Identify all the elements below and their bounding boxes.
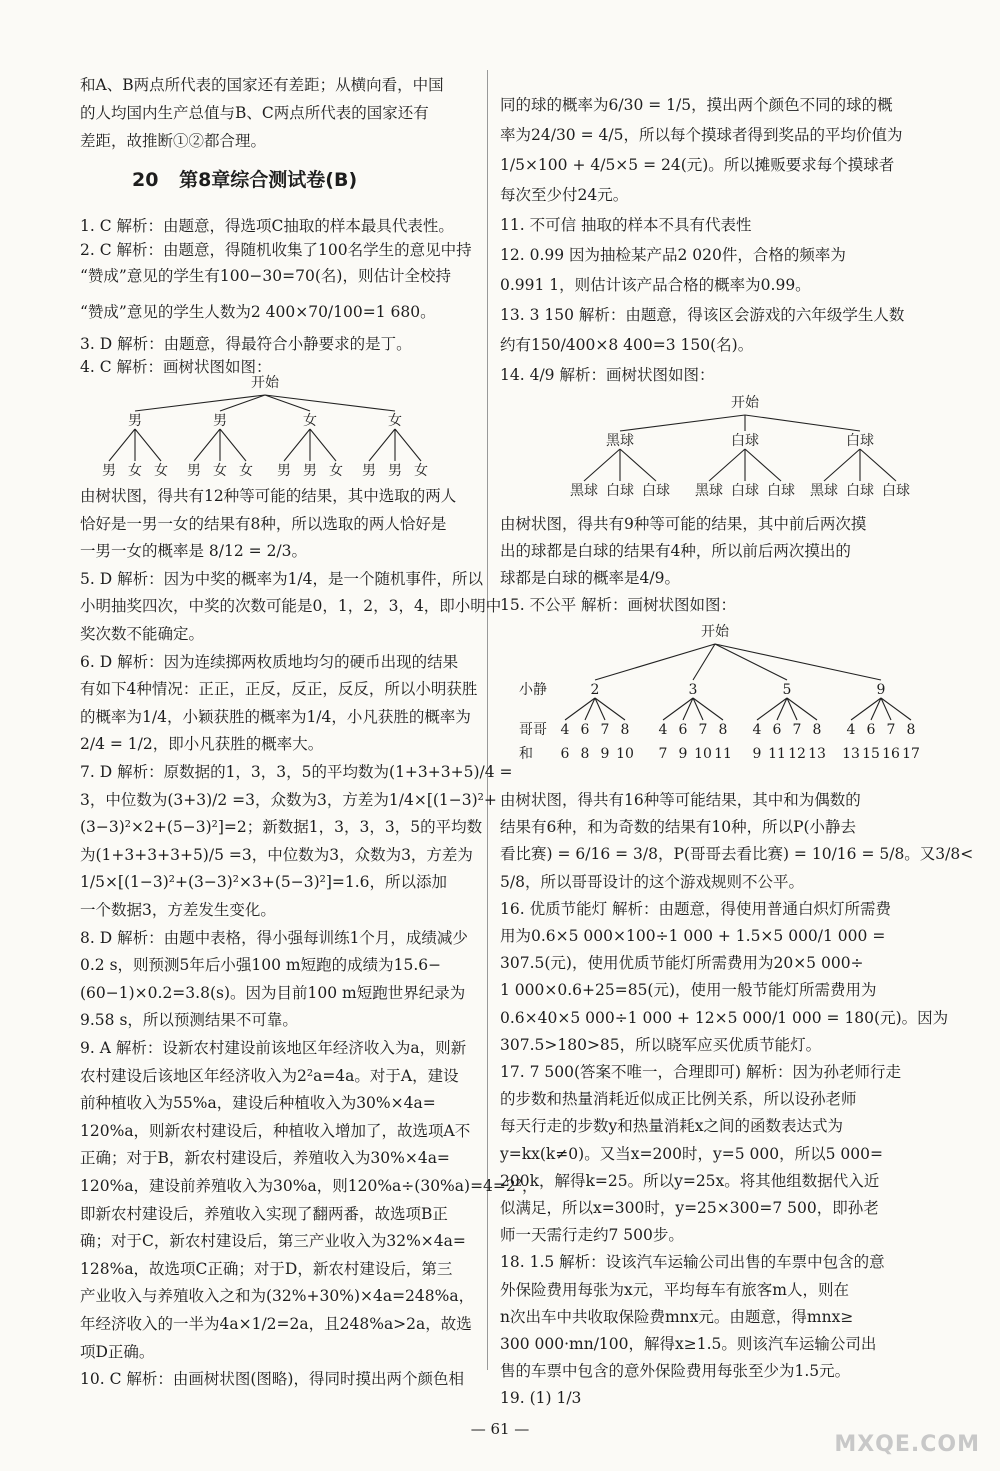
tree-sum: 10 xyxy=(694,746,712,762)
tree-node: 白球 xyxy=(846,433,874,449)
answer-line: 的概率为1/4，小颖获胜的概率为1/4，小凡获胜的概率为 xyxy=(80,707,471,726)
tree-leaf: 4 xyxy=(752,722,762,738)
answer-line: 由树状图，得共有9种等可能的结果，其中前后两次摸 xyxy=(500,515,867,533)
tree-leaf: 4 xyxy=(560,722,570,738)
tree-leaf: 8 xyxy=(620,722,630,738)
tree-leaf: 白球 xyxy=(882,483,910,499)
answer-line: 128%a，故选项C正确；对于D，新农村建设后，第三 xyxy=(80,1259,453,1278)
column-divider xyxy=(487,70,488,1370)
answer-line: 7. D 解析：原数据的1，3，3，5的平均数为(1+3+3+5)/4 = xyxy=(80,763,513,781)
tree-branch xyxy=(284,429,310,461)
tree-branch xyxy=(369,429,395,461)
tree-branch xyxy=(109,429,135,461)
answer-line: 同的球的概率为6/30 = 1/5，摸出两个颜色不同的球的概 xyxy=(500,96,893,114)
tree-branch xyxy=(395,429,421,461)
tree-leaf: 男 xyxy=(277,463,291,479)
answer-line: 2/4 = 1/2，即小凡获胜的概率大。 xyxy=(80,735,324,754)
answer-line: 14. 4/9 解析：画树状图如图： xyxy=(500,366,715,384)
answer-line: 6. D 解析：因为连续掷两枚质地均匀的硬币出现的结果 xyxy=(80,652,459,671)
answer-line: 0.6×40×5 000÷1 000 + 12×5 000/1 000 = 180(元)。因为 xyxy=(500,1008,949,1027)
answer-line: “赞成”意见的学生人数为2 400×70/100=1 680。 xyxy=(80,303,436,321)
tree-sum: 8 xyxy=(580,746,590,762)
answer-line: 15. 不公平 解析：画树状图如图： xyxy=(500,596,737,614)
tree-branch xyxy=(194,429,220,461)
answer-line: 一个数据3，方差发生变化。 xyxy=(80,901,276,919)
tree-branch xyxy=(709,449,745,481)
tree-branch xyxy=(310,429,336,461)
answer-line: 正确；对于B，新农村建设后，养殖收入为30%×4a= xyxy=(80,1149,450,1168)
row-label-gege: 哥哥 xyxy=(519,722,547,738)
row-label-sum: 和 xyxy=(519,746,533,762)
answer-line: 年经济收入的一半为4a×1/2=2a，且248%a>2a，故选 xyxy=(80,1315,472,1333)
tree-leaf: 女 xyxy=(154,463,168,479)
answer-line: 似满足，所以x=300时，y=25×300=7 500，即孙老 xyxy=(500,1199,879,1217)
text-line: 的人均国内生产总值与B、C两点所代表的国家还有 xyxy=(80,104,429,122)
answer-line: 为(1+3+3+3+5)/5 =3，中位数为3，众数为3，方差为 xyxy=(80,845,473,864)
answer-line: 120%a，建设前养殖收入为30%a，则120%a÷(30%a)=4=2²， xyxy=(80,1177,538,1195)
tree-branch xyxy=(715,644,881,680)
answer-line: 5. D 解析：因为中奖的概率为1/4，是一个随机事件，所以 xyxy=(80,569,484,588)
tree-node: 9 xyxy=(876,682,886,698)
tree-diagram-q14 xyxy=(560,393,910,503)
answer-line: 农村建设后该地区年经济收入为2²a=4a。对于A，建设 xyxy=(80,1066,459,1085)
tree-sum: 9 xyxy=(600,746,610,762)
answer-line: 17. 7 500(答案不唯一，合理即可) 解析：因为孙老师行走 xyxy=(500,1063,901,1081)
answer-line: 3，中位数为(3+3)/2 =3，众数为3，方差为1/4×[(1−3)²+ xyxy=(80,790,497,809)
tree-branch xyxy=(745,449,781,481)
tree-leaf: 女 xyxy=(213,463,227,479)
answer-line: 前种植收入为55%a，建设后种植收入为30%×4a= xyxy=(80,1094,436,1113)
tree-branch xyxy=(620,449,656,481)
tree-leaf: 黑球 xyxy=(570,483,598,499)
answer-line: 每天行走的步数y和热量消耗x之间的函数表达式为 xyxy=(500,1117,843,1136)
tree-leaf: 黑球 xyxy=(810,483,838,499)
tree-leaf: 男 xyxy=(102,463,116,479)
tree-leaf: 7 xyxy=(698,722,708,738)
answer-line: 9. A 解析：设新农村建设前该地区年经济收入为a，则新 xyxy=(80,1039,467,1057)
tree-leaf: 黑球 xyxy=(695,483,723,499)
tree-node: 5 xyxy=(782,682,792,698)
tree-leaf: 女 xyxy=(128,463,142,479)
answer-line: (60−1)×0.2=3.8(s)。因为目前100 m短跑世界纪录为 xyxy=(80,983,466,1002)
answer-line: 1/5×[(1−3)²+(3−3)²×3+(5−3)²]=1.6，所以添加 xyxy=(80,873,448,892)
tree-sum: 6 xyxy=(560,746,570,762)
page-number: — 61 — xyxy=(470,1420,530,1438)
tree-leaf: 8 xyxy=(812,722,822,738)
tree-branch xyxy=(715,644,787,680)
answer-line: 1/5×100 + 4/5×5 = 24(元)。所以摊贩要求每个摸球者 xyxy=(500,156,895,174)
tree-sum: 17 xyxy=(902,746,920,762)
row-label-xiaojing: 小静 xyxy=(519,682,547,698)
tree-node: 3 xyxy=(688,682,698,698)
answer-line: 120%a，则新农村建设后，种植收入增加了，故选项A不 xyxy=(80,1121,471,1140)
watermark: MXQE.COM xyxy=(834,1432,980,1457)
tree-sum: 13 xyxy=(842,746,860,762)
tree-leaf: 男 xyxy=(362,463,376,479)
tree-leaf: 7 xyxy=(792,722,802,738)
tree-node: 2 xyxy=(590,682,600,698)
tree-leaf: 白球 xyxy=(731,483,759,499)
tree-branch xyxy=(220,429,246,461)
tree-leaf: 女 xyxy=(329,463,343,479)
answer-line: 确；对于C，新农村建设后，第三产业收入为32%×4a= xyxy=(80,1232,466,1251)
answer-line: 11. 不可信 抽取的样本不具有代表性 xyxy=(500,216,752,234)
answer-line: 307.5>180>85，所以晓军应买优质节能灯。 xyxy=(500,1035,822,1054)
tree-node: 女 xyxy=(388,413,402,429)
answer-line: 0.2 s，则预测5年后小强100 m短跑的成绩为15.6− xyxy=(80,956,442,975)
answer-line: 售的车票中包含的意外保险费用每张至少为1.5元。 xyxy=(500,1362,851,1381)
answer-line: 由树状图，得共有16种等可能结果，其中和为偶数的 xyxy=(500,791,861,809)
answer-line: “赞成”意见的学生有100−30=70(名)，则估计全校持 xyxy=(80,267,451,285)
answer-line: 10. C 解析：由画树状图(图略)，得同时摸出两个颜色相 xyxy=(80,1370,464,1389)
tree-leaf: 8 xyxy=(718,722,728,738)
answer-line: 200k，解得k=25。所以y=25x。将其他组数据代入近 xyxy=(500,1171,880,1190)
tree-sum: 16 xyxy=(882,746,900,762)
answer-line: n次出车中共收取保险费mnx元。由题意，得mnx≥ xyxy=(500,1307,854,1326)
tree-sum: 7 xyxy=(658,746,668,762)
answer-line: 奖次数不能确定。 xyxy=(80,625,205,643)
text-line: 和A、B两点所代表的国家还有差距；从横向看，中国 xyxy=(80,76,444,94)
tree-branch xyxy=(620,415,745,431)
answer-line: 师一天需行走约7 500步。 xyxy=(500,1226,684,1245)
tree-leaf: 白球 xyxy=(767,483,795,499)
tree-sum: 11 xyxy=(768,746,786,762)
answer-line: 的步数和热量消耗近似成正比例关系，所以设孙老师 xyxy=(500,1090,857,1109)
answer-line: 16. 优质节能灯 解析：由题意，得使用普通白炽灯所需费 xyxy=(500,899,892,918)
text-line: 差距，故推断①②都合理。 xyxy=(80,132,267,150)
answer-line: 看比赛) = 6/16 = 3/8，P(哥哥去看比赛) = 10/16 = 5/8。又3/8< xyxy=(500,845,974,864)
tree-branch xyxy=(584,449,620,481)
tree-sum: 11 xyxy=(714,746,732,762)
answer-line: y=kx(k≠0)。又当x=200时，y=5 000，所以5 000= xyxy=(500,1144,884,1163)
answer-line: 约有150/400×8 400=3 150(名)。 xyxy=(500,336,754,354)
section-number: 20 xyxy=(132,169,159,191)
tree-sum: 15 xyxy=(862,746,880,762)
tree-leaf: 男 xyxy=(303,463,317,479)
answer-line: 球都是白球的概率是4/9。 xyxy=(500,569,680,587)
tree-sum: 9 xyxy=(678,746,688,762)
tree-leaf: 7 xyxy=(886,722,896,738)
answer-line: 由树状图，得共有12种等可能的结果，其中选取的两人 xyxy=(80,487,457,505)
answer-line: 项D正确。 xyxy=(80,1342,155,1361)
tree-node: 男 xyxy=(128,413,142,429)
tree-leaf: 女 xyxy=(239,463,253,479)
tree-branch xyxy=(135,429,161,461)
tree-root: 开始 xyxy=(701,624,729,640)
tree-branch xyxy=(860,449,896,481)
answer-line: 19. (1) 1/3 xyxy=(500,1389,582,1408)
tree-branch xyxy=(745,415,860,431)
tree-branch xyxy=(265,395,395,411)
tree-sum: 10 xyxy=(616,746,634,762)
answer-line: 9.58 s，所以预测结果不可靠。 xyxy=(80,1011,298,1030)
answer-line: 即新农村建设后，养殖收入实现了翻两番，故选项B正 xyxy=(80,1204,448,1223)
answer-line: 0.991 1，则估计该产品合格的概率为0.99。 xyxy=(500,276,811,294)
answer-line: 率为24/30 = 4/5，所以每个摸球者得到奖品的平均价值为 xyxy=(500,126,903,144)
tree-branch xyxy=(135,395,265,411)
tree-leaf: 7 xyxy=(600,722,610,738)
answer-line: 8. D 解析：由题中表格，得小强每训练1个月，成绩减少 xyxy=(80,928,468,947)
tree-leaf: 白球 xyxy=(606,483,634,499)
answer-line: 1. C 解析：由题意，得选项C抽取的样本最具代表性。 xyxy=(80,217,454,235)
answer-line: 小明抽奖四次，中奖的次数可能是0，1，2，3，4，即小明中 xyxy=(80,597,502,616)
tree-leaf: 男 xyxy=(187,463,201,479)
tree-leaf: 4 xyxy=(846,722,856,738)
answer-line: 有如下4种情况：正正，正反，反正，反反，所以小明获胜 xyxy=(80,680,478,699)
tree-node: 黑球 xyxy=(606,433,634,449)
answer-line: 300 000·mn/100，解得x≥1.5。则该汽车运输公司出 xyxy=(500,1335,877,1353)
tree-branch xyxy=(595,644,715,680)
tree-leaf: 6 xyxy=(772,722,782,738)
answer-line: 每次至少付24元。 xyxy=(500,186,629,204)
answer-line: 一男一女的概率是 8/12 = 2/3。 xyxy=(80,542,308,561)
tree-leaf: 白球 xyxy=(642,483,670,499)
answer-line: 3. D 解析：由题意，得最符合小静要求的是丁。 xyxy=(80,335,412,353)
answer-line: 2. C 解析：由题意，得随机收集了100名学生的意见中持 xyxy=(80,241,472,259)
answer-line: (3−3)²×2+(5−3)²]=2；新数据1，3，3，3，5的平均数 xyxy=(80,818,483,837)
tree-leaf: 6 xyxy=(678,722,688,738)
answer-line: 18. 1.5 解析：设该汽车运输公司出售的车票中包含的意 xyxy=(500,1253,885,1272)
answer-line: 5/8，所以哥哥设计的这个游戏规则不公平。 xyxy=(500,872,804,891)
tree-leaf: 女 xyxy=(414,463,428,479)
answer-line: 12. 0.99 因为抽检某产品2 020件，合格的频率为 xyxy=(500,246,846,264)
tree-diagram-q15 xyxy=(515,622,925,772)
tree-leaf: 白球 xyxy=(846,483,874,499)
tree-node: 白球 xyxy=(731,433,759,449)
tree-sum: 9 xyxy=(752,746,762,762)
tree-leaf: 6 xyxy=(580,722,590,738)
tree-root: 开始 xyxy=(251,375,279,391)
section-title xyxy=(132,170,357,190)
tree-root: 开始 xyxy=(731,395,759,411)
answer-line: 外保险费用每张为x元，平均每车有旅客m人，则在 xyxy=(500,1280,849,1299)
tree-diagram-q4 xyxy=(100,373,460,483)
answer-line: 出的球都是白球的结果有4种，所以前后两次摸出的 xyxy=(500,542,851,560)
section-title-text: 第8章综合测试卷(B) xyxy=(179,169,358,191)
tree-leaf: 男 xyxy=(388,463,402,479)
answer-line: 用为0.6×5 000×100÷1 000 + 1.5×5 000/1 000 = xyxy=(500,927,886,945)
tree-leaf: 6 xyxy=(866,722,876,738)
tree-leaf: 4 xyxy=(658,722,668,738)
answer-line: 产业收入与养殖收入之和为(32%+30%)×4a=248%a， xyxy=(80,1287,475,1306)
tree-node: 男 xyxy=(213,413,227,429)
tree-leaf: 8 xyxy=(906,722,916,738)
answer-line: 13. 3 150 解析：由题意，得该区会游戏的六年级学生人数 xyxy=(500,306,905,324)
answer-line: 1 000×0.6+25=85(元)，使用一般节能灯所需费用为 xyxy=(500,981,877,1000)
tree-sum: 13 xyxy=(808,746,826,762)
answer-line: 4. C 解析：画树状图如图： xyxy=(80,358,272,376)
tree-node: 女 xyxy=(303,413,317,429)
answer-line: 恰好是一男一女的结果有8种，所以选取的两人恰好是 xyxy=(80,514,447,533)
answer-line: 307.5(元)，使用优质节能灯所需费用为20×5 000÷ xyxy=(500,954,864,973)
tree-branch xyxy=(824,449,860,481)
answer-line: 结果有6种，和为奇数的结果有10种，所以P(小静去 xyxy=(500,818,857,837)
tree-sum: 12 xyxy=(788,746,806,762)
